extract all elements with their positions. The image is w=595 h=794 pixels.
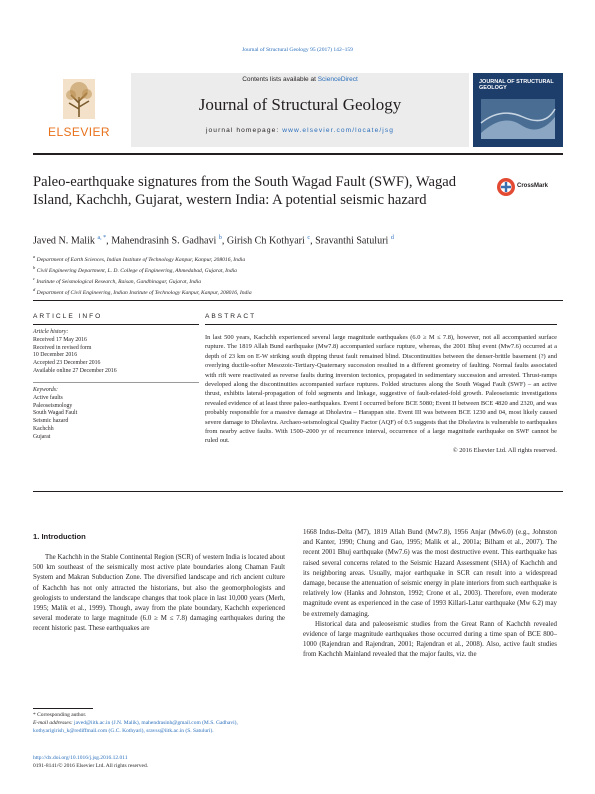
journal-cover[interactable] <box>473 73 563 147</box>
crossmark-badge[interactable] <box>496 177 556 197</box>
cover-image-icon <box>473 73 563 147</box>
history-line: Received 17 May 2016 <box>33 336 87 343</box>
elsevier-logo[interactable] <box>33 73 125 147</box>
journal-homepage <box>131 127 469 134</box>
affiliation-text: Institute of Seismological Research, Raisan, Gandhinagar, Gujarat, India <box>36 278 202 285</box>
affiliation-text: Department of Civil Engineering, Indian Institute of Technology Kanpur, Kanpur, 208016, India <box>36 290 252 297</box>
email-addresses[interactable]: javed@iitk.ac.in (J.N. Malik), mahendrasinh@gmail.com (M.S. Gadhavi), kothyarigirish_k@rediffmail.com (G.C. Kothyari), sravss@iitk.ac.in (S. Satuluri). <box>33 719 238 734</box>
banner-divider <box>33 153 563 155</box>
keyword: Paleoseismology <box>33 402 73 409</box>
author-name[interactable]: Sravanthi Satuluri <box>315 235 389 247</box>
keyword: South Wagad Fault <box>33 410 78 417</box>
affiliation-key: a <box>33 254 36 259</box>
text-column-right <box>303 528 557 661</box>
crossmark-icon <box>496 177 516 197</box>
homepage-link[interactable]: www.elsevier.com/locate/jsg <box>282 127 395 134</box>
affiliation <box>33 286 563 297</box>
history-line: Available online 27 December 2016 <box>33 367 117 374</box>
history-line: 10 December 2016 <box>33 352 78 359</box>
issn-line: 0191-8141/© 2016 Elsevier Ltd. All rights reserved. <box>33 762 149 769</box>
elsevier-tree-icon <box>33 73 125 125</box>
abstract-text: In last 500 years, Kachchh experienced several large magnitude earthquakes (6.0 ≥ M ≤ 7.8), however, not all accompanied surface rupture. The 1819 Allah Bund earthquake (Mw7.8) accompanied surface rupture, whereas, the 2001 Bhuj event (Mw7.6) occurred at a depth of 23 km on E-W striking south dipping thrust fault remained blind. Discontinuities between the denser-brittle basement (?) and overlying ductile-softer Mesozoic-Tertiary-Quaternary succession resulted in a different geometry of faulting. Normal faults associated with rift were reactivated as reverse faults during inversion tectonics, propagated in sedimentary succession and arrested. Thrust-ramps developed along the discontinuities accompanied surface ruptures. Folded structures along the South Wagad Fault (SWF) – an active thrust, exhibits lateral-propagation of fold segments and linkage, suggestive of fault-related-fold growth. Paleoseismic investigations revealed evidence of at least three paleo-earthquakes. Event I occurred before BCE 5080; Event II between BCE 4820 and 2320, and was probably responsible for a massive damage at Dholavira – Harappan site. Event III was between BCE 1230 and 04, most likely caused severe damage to Dholavira. Archaeo-seismological Quality Factor (AQF) of 0.5 suggests that the Dholavira is vulnerable to earthquakes from nearby active faults. With 1500–2000 yr of recurrence interval, occurrence of a large magnitude earthquake on SWF cannot be ruled out. <box>205 334 557 445</box>
doi-link[interactable]: http://dx.doi.org/10.1016/j.jsg.2016.12.011 <box>33 755 128 761</box>
keywords <box>33 387 199 442</box>
history-line: Received in revised form <box>33 344 92 351</box>
section-heading: 1. Introduction <box>33 532 86 541</box>
contents-line <box>131 76 469 83</box>
cover-title: JOURNAL OF STRUCTURAL GEOLOGY <box>479 79 554 92</box>
email-note <box>33 720 285 736</box>
email-label: E-mail addresses: <box>33 719 73 726</box>
corresponding-author-note: * Corresponding author. <box>33 712 87 718</box>
article-info-rule <box>33 324 199 325</box>
history-line: Accepted 23 December 2016 <box>33 360 101 367</box>
article-title: Paleo-earthquake signatures from the South Wagad Fault (SWF), Wagad Island, Kachchh, Gujarat, western India: A potential seismic hazard <box>33 174 457 208</box>
info-separator <box>33 382 199 383</box>
keywords-label: Keywords: <box>33 387 58 393</box>
affiliation-key: c <box>33 276 35 282</box>
paragraph: Historical data and paleoseismic studies from the Great Rann of Kachchh revealed evidence of large magnitude earthquakes those occurred during a time span of BCE 800–1000 (Rajendran and Rajendran, 2001; Rajendran et al., 2008). Also, active fault studies from Kachchh Mainland revealed that the major faults, viz. the <box>303 620 557 659</box>
author-affil-marker[interactable]: d <box>390 235 394 241</box>
affiliations <box>33 253 563 297</box>
author-list: Javed N. Malik $^{a, *}$, Mahendrasinh S. Gadhavi $^b$, Girish Ch Kothyari $^c$, Sravanthi Satuluri $^d$ <box>33 235 394 247</box>
publisher-name: ELSEVIER <box>48 125 110 139</box>
journal-reference[interactable]: Journal of Structural Geology 95 (2017) 142–159 <box>242 47 353 53</box>
keyword: Active faults <box>33 394 63 401</box>
journal-banner <box>33 73 563 155</box>
keyword: Seismic hazard <box>33 418 69 425</box>
abstract-heading: ABSTRACT <box>205 313 257 320</box>
journal-title: Journal of Structural Geology <box>198 95 402 114</box>
affiliation <box>33 275 563 286</box>
author-affil-marker[interactable]: a, * <box>97 235 107 241</box>
sciencedirect-link[interactable]: ScienceDirect <box>317 76 358 83</box>
paragraph: 1668 Indus-Delta (M7), 1819 Allah Bund (Mw7.8), 1956 Anjar (Mw6.0) (e.g., Johnston and Kanter, 1990; Chung and Gao, 1995; Malik et al., 2001a; Bilham et al., 2007). The recent 2001 Bhuj earthquake (Mw7.6) was the most destructive event. This earthquake has raised several concerns related to the Seismic Hazard Assessment (SHA) of Kachchh and its neighboring areas. Usually, major earthquake in SCR can result into a widespread damage, because the attenuation of seismic energy in plate interiors from such earthquake is relatively low (Hanks and Johnston, 1992; Crone et al., 2003). Therefore, even moderate magnitude event as experienced in the case of 1993 Killari-Latur earthquake (Mw 6.2) may be extremely damaging. <box>303 529 557 618</box>
author-name[interactable]: Javed N. Malik <box>33 235 95 247</box>
author-name[interactable]: Girish Ch Kothyari <box>226 235 305 247</box>
author-affil-marker[interactable]: c <box>307 235 311 241</box>
affiliation <box>33 264 563 275</box>
history-label: Article history: <box>33 329 69 335</box>
banner-center <box>131 73 469 147</box>
affiliation-key: b <box>33 265 36 271</box>
abstract-body <box>205 333 557 455</box>
homepage-prefix: journal homepage: <box>205 127 283 134</box>
footnote-rule <box>33 708 93 709</box>
abstract-rule <box>205 324 557 325</box>
affiliation-text: Civil Engineering Department, L. D. College of Engineering, Ahmedabad, Gujarat, India <box>36 267 237 274</box>
affiliation-key: d <box>33 287 36 293</box>
article-history <box>33 329 199 376</box>
section-divider <box>33 300 563 301</box>
paragraph: The Kachchh in the Stable Continental Region (SCR) of western India is located about 500 km southeast of the seismically most active plate boundaries along Chaman Fault System and Makran Subduction Zone. The diversified landscape and rich ancient culture of Kachchh has not only attracted the historians, but also the geomorphologists and geologists to understand the landscape changes that took place in last 10,000 years (Merh, 1995; Malik et al., 1999). Though, away from the plate boundary, Kachchh experienced several moderate to large magnitude (6.0 ≥ M ≤ 7.8) damaging earthquakes during the recent historic past. These earthquakes are <box>33 554 285 633</box>
abstract-copyright: © 2016 Elsevier Ltd. All rights reserved. <box>452 446 557 454</box>
keyword: Gujarat <box>33 433 51 440</box>
contents-prefix: Contents lists available at <box>242 76 318 83</box>
affiliation <box>33 253 563 264</box>
text-column-left <box>33 553 285 635</box>
keyword: Kachchh <box>33 425 54 432</box>
footnotes <box>33 712 285 735</box>
publication-info <box>33 755 285 771</box>
article-info-heading: ARTICLE INFO <box>33 313 103 320</box>
author-name[interactable]: Mahendrasinh S. Gadhavi <box>111 235 217 247</box>
abstract-end-rule <box>33 491 563 492</box>
author-affil-marker[interactable]: b <box>218 235 222 241</box>
affiliation-text: Department of Earth Sciences, Indian Institute of Technology Kanpur, Kanpur, 208016, India <box>36 256 246 263</box>
crossmark-label: CrossMark <box>517 183 549 189</box>
